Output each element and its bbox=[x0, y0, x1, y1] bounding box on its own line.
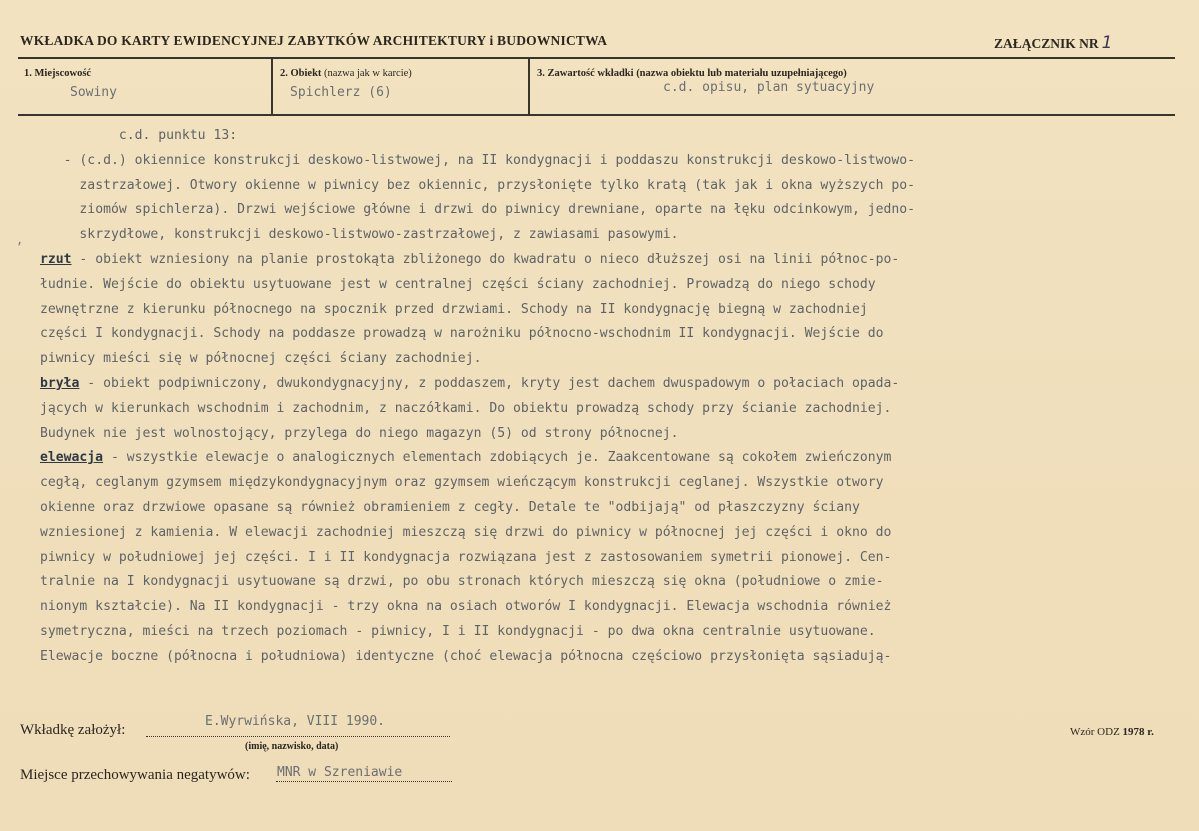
body-line bbox=[40, 322, 1160, 347]
body-line-text: ziomów spichlerza). Drzwi wejściowe główne i drzwi do piwnicy drewniane, oparte na łęku odcinkowym, jedno- bbox=[79, 202, 916, 218]
field-divider-1 bbox=[271, 59, 273, 114]
header-rule-top bbox=[18, 57, 1175, 59]
form-code bbox=[1070, 726, 1154, 738]
body-line-text: tralnie na I kondygnacji usytuowane są drzwi, po obu stronach których mieszczą się okna (południowe o zmie- bbox=[40, 574, 884, 590]
body-line bbox=[40, 174, 1160, 199]
body-line bbox=[40, 570, 1160, 595]
body-line-text: c.d. punktu 13: bbox=[118, 128, 238, 143]
body-line bbox=[40, 347, 1160, 372]
body-line-text: Budynek nie jest wolnostojący, przylega do niego magazyn (5) od strony północnej. bbox=[40, 425, 679, 441]
body-line bbox=[40, 198, 1160, 223]
field-2-label bbox=[280, 68, 412, 79]
storage-line bbox=[276, 781, 452, 782]
body-line-text: - obiekt wzniesiony na planie prostokąta zbliżonego do kwadratu o nieco dłuższej osi na linii północ-po- bbox=[71, 251, 900, 267]
body-line-text: symetryczna, mieści na trzech poziomach - piwnicy, I i II kondygnacji - po dwa okna centralnie usytuowane. bbox=[40, 623, 876, 639]
body-line-text: cegłą, ceglanym gzymsem międzykondygnacyjnym oraz gzymsem wieńczącym konstrukcji ceglanej. Wszystkie otwory bbox=[40, 475, 884, 491]
body-line-text: okienne oraz drzwiowe opasane są również obramieniem z cegły. Detale te "odbijają" od płaszczyzny ściany bbox=[40, 499, 860, 515]
field-3-label bbox=[537, 68, 847, 79]
attachment-number-value: 1 bbox=[1101, 33, 1113, 53]
body-line bbox=[40, 248, 1160, 273]
body-line-text: Elewacje boczne (północna i południowa) identyczne (choć elewacja północna częściowo przysłonięta sąsiadują- bbox=[40, 648, 892, 664]
body-line-text: - wszystkie elewacje o analogicznych elementach zdobiących je. Zaakcentowane są cokołem zwieńczonym bbox=[103, 450, 892, 466]
body-line bbox=[40, 620, 1160, 645]
body-line bbox=[40, 645, 1160, 670]
body-line bbox=[40, 446, 1160, 471]
body-line bbox=[40, 372, 1160, 397]
body-line bbox=[40, 223, 1160, 248]
field-3-label-rest: (nazwa obiektu lub materiału uzupełniającego) bbox=[633, 68, 847, 79]
body-line-indent bbox=[40, 202, 79, 217]
body-line-indent bbox=[40, 128, 119, 143]
body-line-text: zewnętrzne z kierunku północnego na spocznik przed drzwiami. Schody na II kondygnację biegną w zachodniej bbox=[40, 301, 868, 317]
body-line-text: skrzydłowe, konstrukcji deskowo-listwowo-zastrzałowej, z zawiasami pasowymi. bbox=[79, 227, 679, 243]
section-keyword: elewacja bbox=[40, 450, 104, 466]
section-keyword: rzut bbox=[40, 251, 72, 267]
body-line-text: części I kondygnacji. Schody na poddasze prowadzą w narożniku północno-wschodnim II kondygnacji. Wejście do bbox=[40, 326, 884, 342]
body-line bbox=[40, 496, 1160, 521]
field-divider-2 bbox=[528, 59, 530, 114]
body-line-text: nionym kształcie). Na II kondygnacji - trzy okna na osiach otworów I kondygnacji. Elewacja wschodnia również bbox=[40, 599, 892, 615]
body-line-indent bbox=[40, 153, 64, 168]
field-2-value: Spichlerz (6) bbox=[290, 85, 392, 100]
body-line bbox=[40, 521, 1160, 546]
body-line-text: łudnie. Wejście do obiektu usytuowane jest w centralnej części ściany zachodniej. Prowadzą do niego schody bbox=[40, 276, 876, 292]
body-line-text: - obiekt podpiwniczony, dwukondygnacyjny, z poddaszem, kryty jest dachem dwuspadowym o połaciach opada- bbox=[79, 375, 900, 391]
margin-tick: , bbox=[16, 233, 24, 247]
body-line bbox=[40, 422, 1160, 447]
field-3-value: c.d. opisu, plan sytuacyjny bbox=[663, 80, 875, 95]
attachment-number bbox=[994, 33, 1112, 53]
form-title: WKŁADKA DO KARTY EWIDENCYJNEJ ZABYTKÓW ARCHITEKTURY i BUDOWNICTWA bbox=[20, 33, 608, 48]
description-body bbox=[40, 124, 1160, 670]
body-line-text: jących w kierunkach wschodnim i zachodnim, z naczółkami. Do obiektu prowadzą schody przy ścianie zachodniej. bbox=[40, 400, 892, 416]
field-2-label-rest: (nazwa jak w karcie) bbox=[321, 68, 412, 79]
body-line bbox=[40, 273, 1160, 298]
field-1-value: Sowiny bbox=[70, 85, 117, 100]
storage-label: Miejsce przechowywania negatywów: bbox=[20, 767, 250, 783]
body-line-text: zastrzałowej. Otwory okienne w piwnicy bez okiennic, przysłonięte tylko kratą (tak jak i okna wyższych po- bbox=[79, 177, 916, 193]
field-1-label: 1. Miejscowość bbox=[24, 68, 92, 79]
body-line bbox=[40, 124, 1160, 149]
body-line bbox=[40, 546, 1160, 571]
body-line-text: wzniesionej z kamienia. W elewacji zachodniej mieszczą się drzwi do piwnicy w północnej jej części i okno do bbox=[40, 524, 892, 540]
form-code-label: Wzór ODZ bbox=[1070, 726, 1120, 738]
body-line bbox=[40, 595, 1160, 620]
section-keyword: bryła bbox=[40, 375, 80, 391]
founder-sub: (imię, nazwisko, data) bbox=[245, 741, 339, 752]
attachment-label: ZAŁĄCZNIK NR bbox=[994, 36, 1099, 51]
field-2-label-bold: 2. Obiekt bbox=[280, 68, 322, 79]
body-line bbox=[40, 298, 1160, 323]
body-line bbox=[40, 397, 1160, 422]
body-line-text: piwnicy mieści się w północnej części ściany zachodniej. bbox=[40, 351, 482, 367]
storage-value: MNR w Szreniawie bbox=[277, 765, 403, 780]
body-line-indent bbox=[40, 178, 79, 193]
body-line-indent bbox=[40, 227, 79, 242]
founder-line bbox=[146, 736, 450, 737]
field-3-label-bold: 3. Zawartość wkładki bbox=[537, 68, 634, 79]
body-line bbox=[40, 149, 1160, 174]
body-line bbox=[40, 471, 1160, 496]
founder-value: E.Wyrwińska, VIII 1990. bbox=[205, 714, 386, 729]
body-line-text: piwnicy w południowej jej części. I i II kondygnacja rozwiązana jest z zastosowaniem symetrii pionowej. Cen- bbox=[40, 549, 892, 565]
form-code-year: 1978 r. bbox=[1122, 726, 1154, 738]
fields-rule-bottom bbox=[18, 114, 1175, 116]
founder-label: Wkładkę założył: bbox=[20, 722, 126, 738]
body-line-text: - (c.d.) okiennice konstrukcji deskowo-listwowej, na II kondygnacji i poddaszu konstrukcji deskowo-listwowo- bbox=[63, 152, 916, 168]
